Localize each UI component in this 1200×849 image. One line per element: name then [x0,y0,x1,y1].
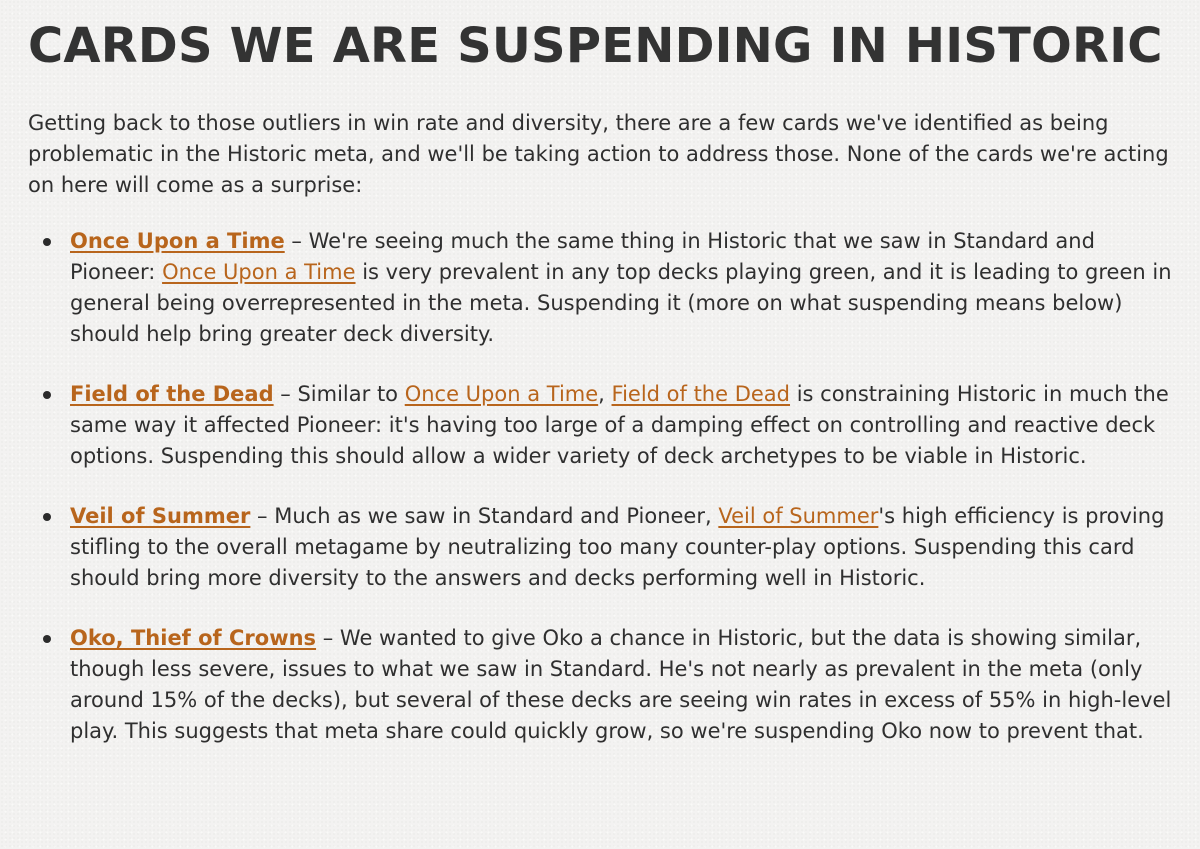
bullet-icon [43,391,51,399]
card-link-field-of-the-dead[interactable]: Field of the Dead [70,382,274,406]
item-text: 's high efficiency is proving stifling to the overall metagame by neutralizing too many counter-play options. Suspending this card should bring more diversity to the answers and decks performing well in Historic. [70,504,1165,590]
card-link-once-upon-a-time-inline[interactable]: Once Upon a Time [162,260,356,284]
card-link-once-upon-a-time-inline[interactable]: Once Upon a Time [404,382,599,406]
item-text: is very prevalent in any top decks playing green, and it is leading to green in general being overrepresented in the meta. Suspending it (more on what suspending means below) should help bring greater deck diversity. [70,260,1172,346]
item-text: – Much as we saw in Standard and Pioneer, [250,504,719,528]
bullet-icon [43,635,51,643]
bullet-icon [43,513,51,521]
item-text: is constraining Historic in much the same way it affected Pioneer: it's having too large of a damping effect on controlling and reactive deck options. Suspending this should allow a wider variety of deck archetypes to be viable in Historic. [70,382,1169,468]
item-text: – Similar to [273,382,405,406]
page-title: CARDS WE ARE SUSPENDING IN HISTORIC [28,18,1163,74]
card-link-veil-of-summer-inline[interactable]: Veil of Summer [718,504,879,528]
card-link-veil-of-summer[interactable]: Veil of Summer [70,504,251,528]
card-link-oko-thief-of-crowns[interactable]: Oko, Thief of Crowns [70,626,317,650]
list-item-veil-of-summer [28,501,1178,594]
list-item-field-of-the-dead [28,379,1178,472]
card-link-field-of-the-dead-inline[interactable]: Field of the Dead [611,382,791,406]
list-item-oko-thief-of-crowns [28,623,1178,747]
item-text: – We're seeing much the same thing in Historic that we saw in Standard and Pioneer: [70,229,1095,284]
item-text: – We wanted to give Oko a chance in Historic, but the data is showing similar, though less severe, issues to what we saw in Standard. He's not nearly as prevalent in the meta (only around 15% of the decks), but several of these decks are seeing win rates in excess of 55% in high-level play. This suggests that meta share could quickly grow, so we're suspending Oko now to prevent that. [70,626,1172,743]
item-text: , [598,382,612,406]
list-item-once-upon-a-time [28,226,1178,350]
suspended-cards-list [28,226,1178,776]
bullet-icon [43,238,51,246]
intro-paragraph: Getting back to those outliers in win rate and diversity, there are a few cards we've identified as being problematic in the Historic meta, and we'll be taking action to address those. None of the cards we're acting on here will come as a surprise: [28,111,1169,197]
card-link-once-upon-a-time[interactable]: Once Upon a Time [70,229,285,253]
